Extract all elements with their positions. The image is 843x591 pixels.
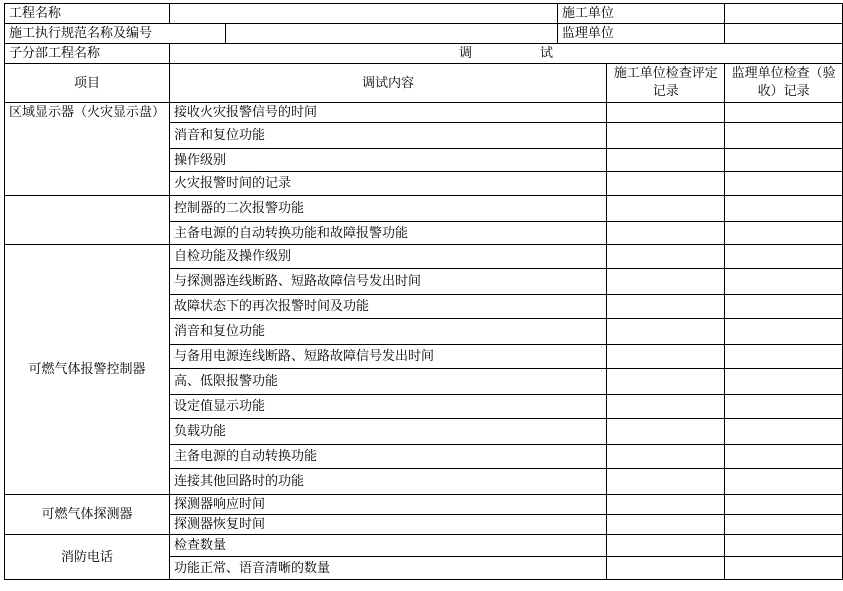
commissioning-content: 负载功能 xyxy=(170,419,607,445)
supervisor-check-cell[interactable] xyxy=(725,222,843,245)
supervisor-check-cell[interactable] xyxy=(725,269,843,295)
project-name-label: 工程名称 xyxy=(5,4,170,24)
commissioning-content: 与备用电源连线断路、短路故障信号发出时间 xyxy=(170,345,607,369)
contractor-check-cell[interactable] xyxy=(607,369,725,395)
table-row xyxy=(5,103,843,123)
contractor-value[interactable] xyxy=(725,4,843,24)
supervisor-check-cell[interactable] xyxy=(725,345,843,369)
commissioning-content: 探测器恢复时间 xyxy=(170,515,607,535)
commissioning-content: 故障状态下的再次报警时间及功能 xyxy=(170,295,607,319)
supervisor-check-cell[interactable] xyxy=(725,515,843,535)
contractor-check-cell[interactable] xyxy=(607,515,725,535)
commissioning-content: 火灾报警时间的记录 xyxy=(170,172,607,196)
col-header-content: 调试内容 xyxy=(170,64,607,103)
commissioning-content: 探测器响应时间 xyxy=(170,495,607,515)
contractor-check-cell[interactable] xyxy=(607,245,725,269)
contractor-check-cell[interactable] xyxy=(607,535,725,557)
supervisor-check-cell[interactable] xyxy=(725,395,843,419)
commissioning-content: 主备电源的自动转换功能和故障报警功能 xyxy=(170,222,607,245)
project-name-value[interactable] xyxy=(170,4,558,24)
standard-label: 施工执行规范名称及编号 xyxy=(5,24,226,44)
supervisor-check-cell[interactable] xyxy=(725,149,843,172)
contractor-check-cell[interactable] xyxy=(607,269,725,295)
supervisor-value[interactable] xyxy=(725,24,843,44)
supervisor-check-cell[interactable] xyxy=(725,172,843,196)
commissioning-content: 消音和复位功能 xyxy=(170,123,607,149)
contractor-check-cell[interactable] xyxy=(607,172,725,196)
contractor-check-cell[interactable] xyxy=(607,295,725,319)
standard-value[interactable] xyxy=(225,24,557,44)
contractor-check-cell[interactable] xyxy=(607,149,725,172)
supervisor-check-cell[interactable] xyxy=(725,123,843,149)
supervisor-check-cell[interactable] xyxy=(725,445,843,469)
table-row xyxy=(5,495,843,515)
subdivision-value-part-2: 试 xyxy=(540,46,554,61)
contractor-check-cell[interactable] xyxy=(607,123,725,149)
supervisor-check-cell[interactable] xyxy=(725,295,843,319)
contractor-check-cell[interactable] xyxy=(607,222,725,245)
group-display-panel-item: 区域显示器（火灾显示盘） xyxy=(5,103,170,196)
supervisor-check-cell[interactable] xyxy=(725,535,843,557)
commissioning-content: 操作级别 xyxy=(170,149,607,172)
commissioning-content: 消音和复位功能 xyxy=(170,319,607,345)
supervisor-check-cell[interactable] xyxy=(725,419,843,445)
contractor-check-cell[interactable] xyxy=(607,319,725,345)
commissioning-content: 与探测器连线断路、短路故障信号发出时间 xyxy=(170,269,607,295)
col-header-supervisor-check: 监理单位检查（验收）记录 xyxy=(725,64,843,103)
commissioning-table xyxy=(4,3,843,580)
table-row xyxy=(5,196,843,222)
col-header-item: 项目 xyxy=(5,64,170,103)
supervisor-check-cell[interactable] xyxy=(725,245,843,269)
commissioning-content: 设定值显示功能 xyxy=(170,395,607,419)
supervisor-check-cell[interactable] xyxy=(725,196,843,222)
group-secondary-alarm-item xyxy=(5,196,170,245)
group-gas-controller-item: 可燃气体报警控制器 xyxy=(5,245,170,495)
supervisor-check-cell[interactable] xyxy=(725,319,843,345)
contractor-check-cell[interactable] xyxy=(607,495,725,515)
supervisor-check-cell[interactable] xyxy=(725,103,843,123)
col-header-contractor-check: 施工单位检查评定记录 xyxy=(607,64,725,103)
contractor-check-cell[interactable] xyxy=(607,395,725,419)
contractor-check-cell[interactable] xyxy=(607,196,725,222)
subdivision-value xyxy=(170,44,843,64)
group-gas-detector-item: 可燃气体探测器 xyxy=(5,495,170,535)
commissioning-content: 检查数量 xyxy=(170,535,607,557)
contractor-check-cell[interactable] xyxy=(607,345,725,369)
supervisor-check-cell[interactable] xyxy=(725,557,843,580)
commissioning-content: 控制器的二次报警功能 xyxy=(170,196,607,222)
commissioning-content: 连接其他回路时的功能 xyxy=(170,469,607,495)
contractor-check-cell[interactable] xyxy=(607,419,725,445)
contractor-check-cell[interactable] xyxy=(607,445,725,469)
subdivision-value-part-1: 调 xyxy=(458,46,472,61)
table-row xyxy=(5,535,843,557)
commissioning-content: 高、低限报警功能 xyxy=(170,369,607,395)
supervisor-check-cell[interactable] xyxy=(725,495,843,515)
subdivision-label: 子分部工程名称 xyxy=(5,44,170,64)
contractor-check-cell[interactable] xyxy=(607,469,725,495)
contractor-label: 施工单位 xyxy=(557,4,724,24)
commissioning-content: 功能正常、语音清晰的数量 xyxy=(170,557,607,580)
table-row xyxy=(5,245,843,269)
commissioning-content: 接收火灾报警信号的时间 xyxy=(170,103,607,123)
group-fire-phone-item: 消防电话 xyxy=(5,535,170,580)
acceptance-record-sheet xyxy=(4,3,843,580)
supervisor-check-cell[interactable] xyxy=(725,469,843,495)
commissioning-content: 主备电源的自动转换功能 xyxy=(170,445,607,469)
contractor-check-cell[interactable] xyxy=(607,557,725,580)
supervisor-check-cell[interactable] xyxy=(725,369,843,395)
supervisor-label: 监理单位 xyxy=(557,24,724,44)
contractor-check-cell[interactable] xyxy=(607,103,725,123)
commissioning-content: 自检功能及操作级别 xyxy=(170,245,607,269)
